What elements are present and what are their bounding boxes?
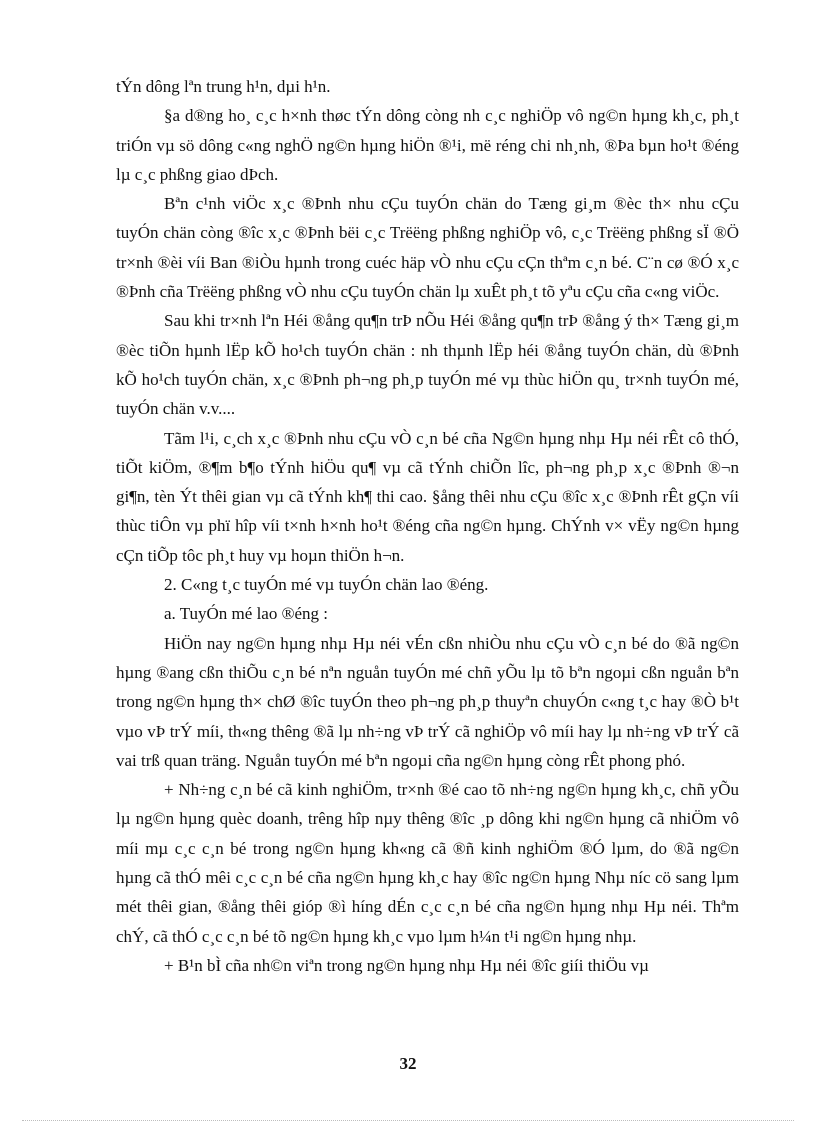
paragraph-continuation: tÝn dông lªn trung h¹n, dµi h¹n.	[116, 77, 331, 96]
body-text	[116, 72, 739, 980]
paragraph: + B¹n bÌ cña nh©n viªn trong ng©n hµng nhµ Hµ néi ®îc giíi thiÖu vµ	[164, 955, 649, 975]
paragraph: Bªn c¹nh viÖc x¸c ®Þnh nhu cÇu tuyÓn chän do Tæng gi¸m ®èc th× nhu cÇu tuyÓn chän còng ®îc x¸c ®Þnh bëi c¸c Trëëng phßng nghiÖp vô, c¸c Trëëng phßng sÏ ®Ö tr×nh ®èi víi Ban ®iÒu hµnh trong cuéc häp vÒ nhu cÇu cÇn thªm c¸n bé. C¨n cø ®Ó x¸c ®Þnh cña Trëëng phßng vÒ nhu cÇu tuyÓn chän lµ xuÊt ph¸t tõ yªu cÇu cña c«ng viÖc.	[116, 194, 739, 302]
paragraph: + Nh÷ng c¸n bé cã kinh nghiÖm, tr×nh ®é cao tõ nh÷ng ng©n hµng kh¸c, chñ yÕu lµ ng©n hµng quèc doanh, trêng hîp nµy thêng ®îc ¸p dông khi ng©n hµng cã nhiÖm vô míi mµ c¸c c¸n bé trong ng©n hµng kh«ng cã ®ñ kinh nghiÖm ®Ó lµm, do ®ã ng©n hµng cã thÓ mêi c¸c c¸n bé cña ng©n hµng kh¸c hay ®îc ng©n hµng Nhµ níc cö sang lµm mét thêi gian, ®ång thêi gióp ®ì híng dÉn c¸c c¸n bé cña ng©n hµng nhµ Hµ néi. Thªm chÝ, cã thÓ c¸c c¸n bé tõ ng©n hµng kh¸c vµo lµm h¼n t¹i ng©n hµng nhµ.	[116, 780, 739, 946]
section-heading: 2. C«ng t¸c tuyÓn mé vµ tuyÓn chän lao ®éng.	[164, 575, 489, 595]
paragraph: Sau khi tr×nh lªn Héi ®ång qu¶n trÞ nÕu Héi ®ång qu¶n trÞ ®ång ý th× Tæng gi¸m ®èc tiÕn hµnh lËp kÕ ho¹ch tuyÓn chän : nh thµnh lËp héi ®ång tuyÓn chän, dù ®Þnh kÕ ho¹ch tuyÓn chän, x¸c ®Þnh ph¬ng ph¸p tuyÓn mé vµ thùc hiÖn qu¸ tr×nh tuyÓn mé, tuyÓn chän v.v....	[116, 311, 739, 419]
subsection-heading: a. TuyÓn mé lao ®éng :	[164, 604, 329, 624]
page-number: 32	[399, 1054, 417, 1073]
footer-divider	[22, 1120, 794, 1121]
paragraph: §a d®ng ho¸ c¸c h×nh thøc tÝn dông còng nh c¸c nghiÖp vô ng©n hµng kh¸c, ph¸t triÓn vµ sö dông c«ng nghÖ ng©n hµng hiÖn ®¹i, më réng chi nh¸nh, ®Þa bµn ho¹t ®éng lµ c¸c phßng giao dÞch.	[116, 106, 739, 184]
paragraph: HiÖn nay ng©n hµng nhµ Hµ néi vÉn cßn nhiÒu nhu cÇu vÒ c¸n bé do ®ã ng©n hµng ®ang cßn thiÕu c¸n bé nªn nguån tuyÓn mé chñ yÕu lµ tõ bªn ngoµi cßn nguån bªn trong ng©n hµng th× chØ ®îc tuyÓn theo ph¬ng ph¸p thuyªn chuyÓn c«ng t¸c hay ®Ò b¹t vµo vÞ trÝ míi, th«ng thêng ®ã lµ nh÷ng vÞ trÝ cã nghiÖp vô míi hay lµ nh÷ng vÞ trÝ cã vai trß quan träng. Nguån tuyÓn mé bªn ngoµi cña ng©n hµng còng rÊt phong phó.	[116, 633, 739, 770]
paragraph: Tãm l¹i, c¸ch x¸c ®Þnh nhu cÇu vÒ c¸n bé cña Ng©n hµng nhµ Hµ néi rÊt cô thÓ, tiÕt kiÖm, ®¶m b¶o tÝnh hiÖu qu¶ vµ cã tÝnh chiÕn lîc, ph¬ng ph¸p x¸c ®Þnh ®¬n gi¶n, tèn Ýt thêi gian vµ cã tÝnh kh¶ thi cao. §ång thêi nhu cÇu ®îc x¸c ®Þnh rÊt gÇn víi thùc tiÔn vµ phï hîp víi t×nh h×nh ho¹t ®éng cña ng©n hµng. ChÝnh v× vËy ng©n hµng cÇn tiÕp tôc ph¸t huy vµ hoµn thiÖn h¬n.	[116, 428, 739, 565]
